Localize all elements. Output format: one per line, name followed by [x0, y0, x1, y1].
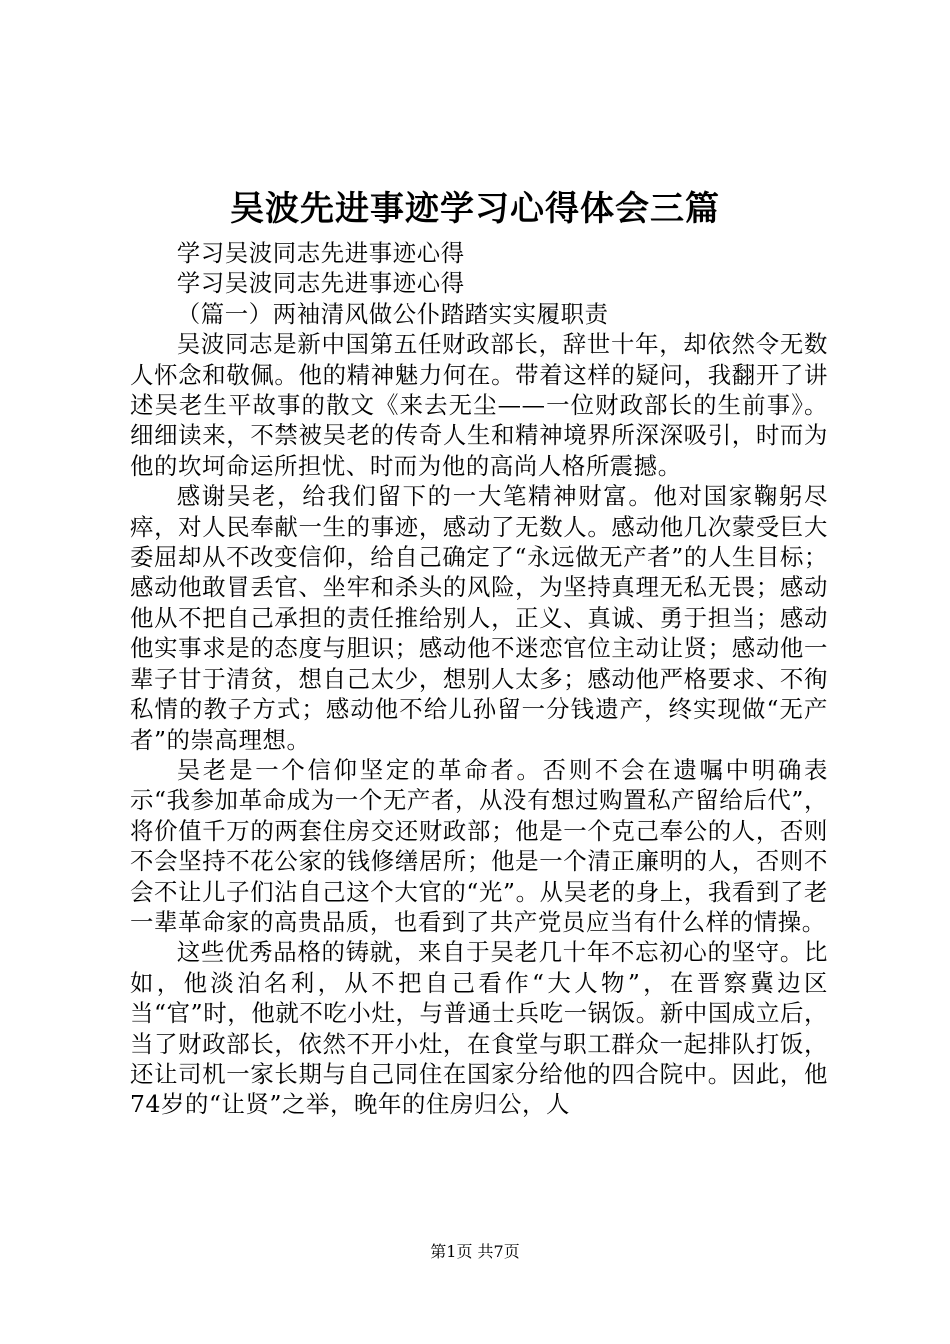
document-title: 吴波先进事迹学习心得体会三篇	[230, 189, 720, 229]
paragraph: 感谢吴老，给我们留下的一大笔精神财富。他对国家鞠躬尽瘁，对人民奉献一生的事迹，感动了无数人。感动他几次蒙受巨大委屈却从不改变信仰，给自己确定了“永远做无产者”的人生目标；感动他敢冒丢官、坐牢和杀头的风险，为坚持真理无私无畏；感动他从不把自己承担的责任推给别人，正义、真诚、勇于担当；感动他实事求是的态度与胆识；感动他不迷恋官位主动让贤；感动他一辈子甘于清贫，想自己太少，想别人太多；感动他严格要求、不徇私情的教子方式；感动他不给儿孙留一分钱遗产，终实现做“无产者”的崇高理想。	[130, 482, 828, 754]
paragraph: 吴波同志是新中国第五任财政部长，辞世十年，却依然令无数人怀念和敬佩。他的精神魅力何在。带着这样的疑问，我翻开了讲述吴老生平故事的散文《来去无尘——一位财政部长的生前事》。细细读来，不禁被吴老的传奇人生和精神境界所深深吸引，时而为他的坎坷命运所担忧、时而为他的高尚人格所震撼。	[130, 330, 828, 480]
paragraph: 这些优秀品格的铸就，来自于吴老几十年不忘初心的坚守。比如，他淡泊名利，从不把自己看作“大人物”，在晋察冀边区当“官”时，他就不吃小灶，与普通士兵吃一锅饭。新中国成立后，当了财政部长，依然不开小灶，在食堂与职工群众一起排队打饭，还让司机一家长期与自己同住在国家分给他的四合院中。因此，他74岁的“让贤”之举，晚年的住房归公，人	[130, 938, 828, 1119]
section-heading: （篇一）两袖清风做公仆踏踏实实履职责	[176, 299, 609, 328]
document-body	[130, 238, 828, 1120]
subtitle-line: 学习吴波同志先进事迹心得	[176, 269, 465, 298]
page-footer: 第1页 共7页	[430, 1242, 520, 1261]
paragraph: 吴老是一个信仰坚定的革命者。否则不会在遗嘱中明确表示“我参加革命成为一个无产者，从没有想过购置私产留给后代”，将价值千万的两套住房交还财政部；他是一个克己奉公的人，否则不会坚持不花公家的钱修缮居所；他是一个清正廉明的人，否则不会不让儿子们沾自己这个大官的“光”。从吴老的身上，我看到了老一辈革命家的高贵品质，也看到了共产党员应当有什么样的情操。	[130, 755, 828, 936]
subtitle-line: 学习吴波同志先进事迹心得	[176, 239, 465, 267]
